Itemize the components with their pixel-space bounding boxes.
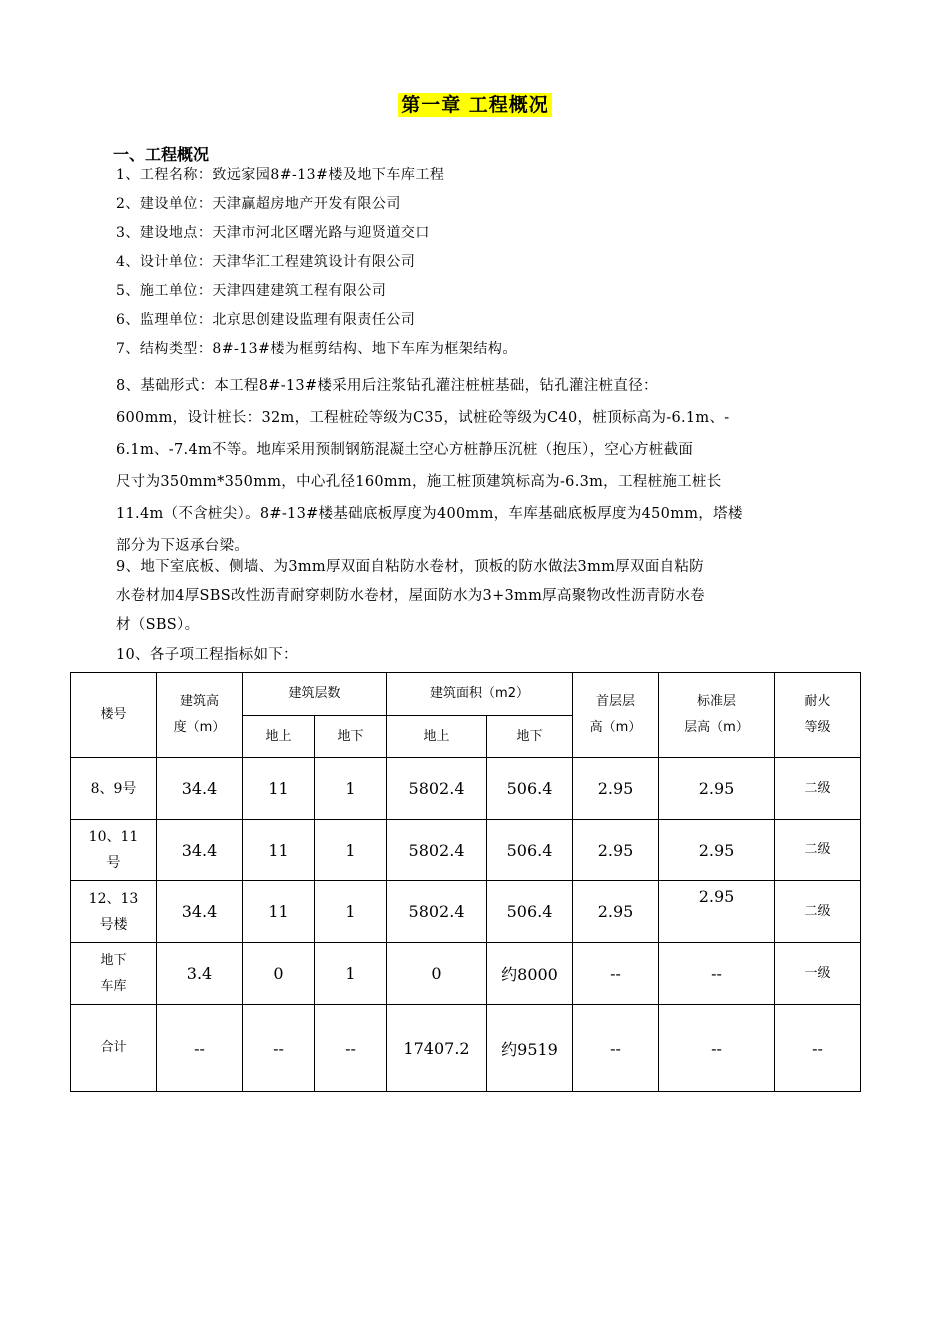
section-title: 一、工程概况 xyxy=(113,145,210,164)
header-area: 建筑面积（m2） xyxy=(387,673,573,716)
cell-area-above: 5802.4 xyxy=(387,758,487,820)
header-area-below: 地下 xyxy=(487,716,573,758)
para-line: 部分为下返承台梁。 xyxy=(116,538,250,554)
cell-floors-above: 11 xyxy=(243,758,315,820)
chapter-title xyxy=(0,90,950,117)
cell-fire-rating: 一级 xyxy=(775,943,861,1005)
item-project-name: 1、工程名称：致远家园8#-13#楼及地下车库工程 xyxy=(116,167,445,183)
cell-height: 34.4 xyxy=(157,820,243,881)
para-line: 材（SBS）。 xyxy=(116,617,200,633)
paragraph-foundation xyxy=(116,370,862,562)
cell-height: 34.4 xyxy=(157,758,243,820)
cell-standard-floor: 2.95 xyxy=(659,820,775,881)
indicator-table xyxy=(70,672,861,1092)
para-line: 尺寸为350mm*350mm，中心孔径160mm，施工桩顶建筑标高为-6.3m，工程桩施工桩长 xyxy=(116,474,722,490)
cell-area-below: 506.4 xyxy=(487,820,573,881)
cell-height: 34.4 xyxy=(157,881,243,943)
cell-standard-floor: 2.95 xyxy=(659,758,775,820)
cell-floors-below: 1 xyxy=(315,881,387,943)
cell-first-floor: -- xyxy=(573,943,659,1005)
cell-height: -- xyxy=(157,1005,243,1092)
cell-area-above: 0 xyxy=(387,943,487,1005)
para-line: 8、基础形式：本工程8#-13#楼采用后注浆钻孔灌注桩桩基础，钻孔灌注桩直径： xyxy=(116,378,658,394)
cell-standard-floor: 2.95 xyxy=(659,881,775,943)
cell-building: 12、13 号楼 xyxy=(71,881,157,943)
cell-floors-below: 1 xyxy=(315,758,387,820)
cell-area-above: 5802.4 xyxy=(387,820,487,881)
header-floors: 建筑层数 xyxy=(243,673,387,716)
table-header-row xyxy=(71,673,861,716)
cell-standard-floor: -- xyxy=(659,1005,775,1092)
header-floors-below: 地下 xyxy=(315,716,387,758)
cell-floors-above: 11 xyxy=(243,820,315,881)
cell-first-floor: 2.95 xyxy=(573,881,659,943)
header-first-floor: 首层层 高（m） xyxy=(573,673,659,758)
header-area-above: 地上 xyxy=(387,716,487,758)
item-location: 3、建设地点：天津市河北区曙光路与迎贤道交口 xyxy=(116,225,430,241)
cell-building: 10、11 号 xyxy=(71,820,157,881)
cell-floors-below: 1 xyxy=(315,820,387,881)
cell-area-below: 约8000 xyxy=(487,943,573,1005)
paragraph-indicators: 10、各子项工程指标如下： xyxy=(116,647,298,663)
cell-area-below: 506.4 xyxy=(487,758,573,820)
cell-building: 地下 车库 xyxy=(71,943,157,1005)
table-row xyxy=(71,881,861,943)
item-contractor: 5、施工单位：天津四建建筑工程有限公司 xyxy=(116,283,387,299)
table-row xyxy=(71,820,861,881)
cell-first-floor: -- xyxy=(573,1005,659,1092)
cell-floors-above: 0 xyxy=(243,943,315,1005)
header-floors-above: 地上 xyxy=(243,716,315,758)
header-fire-rating: 耐火 等级 xyxy=(775,673,861,758)
chapter-title-text: 第一章 工程概况 xyxy=(398,93,552,117)
cell-building: 8、9号 xyxy=(71,758,157,820)
para-line: 600mm，设计桩长：32m，工程桩砼等级为C35，试桩砼等级为C40，桩顶标高为-6.1m、- xyxy=(116,410,730,426)
cell-floors-above: 11 xyxy=(243,881,315,943)
item-structure: 7、结构类型：8#-13#楼为框剪结构、地下车库为框架结构。 xyxy=(116,341,517,357)
header-building: 楼号 xyxy=(71,673,157,758)
cell-area-above: 17407.2 xyxy=(387,1005,487,1092)
cell-floors-below: -- xyxy=(315,1005,387,1092)
cell-floors-above: -- xyxy=(243,1005,315,1092)
cell-fire-rating: 二级 xyxy=(775,758,861,820)
cell-area-below: 约9519 xyxy=(487,1005,573,1092)
para-line: 6.1m、-7.4m不等。地库采用预制钢筋混凝土空心方桩静压沉桩（抱压），空心方桩截面 xyxy=(116,442,694,458)
paragraph-waterproofing xyxy=(116,553,862,640)
item-owner: 2、建设单位：天津赢超房地产开发有限公司 xyxy=(116,196,401,212)
cell-area-below: 506.4 xyxy=(487,881,573,943)
table-row-total xyxy=(71,1005,861,1092)
cell-floors-below: 1 xyxy=(315,943,387,1005)
item-designer: 4、设计单位：天津华汇工程建筑设计有限公司 xyxy=(116,254,416,270)
table-row xyxy=(71,943,861,1005)
para-line: 9、地下室底板、侧墙、为3mm厚双面自粘防水卷材，顶板的防水做法3mm厚双面自粘防 xyxy=(116,559,704,575)
cell-fire-rating: -- xyxy=(775,1005,861,1092)
para-line: 水卷材加4厚SBS改性沥青耐穿刺防水卷材，屋面防水为3+3mm厚高聚物改性沥青防水卷 xyxy=(116,588,705,604)
cell-area-above: 5802.4 xyxy=(387,881,487,943)
cell-fire-rating: 二级 xyxy=(775,820,861,881)
item-supervisor: 6、监理单位：北京思创建设监理有限责任公司 xyxy=(116,312,416,328)
para-line: 11.4m（不含桩尖）。8#-13#楼基础底板厚度为400mm，车库基础底板厚度为450mm，塔楼 xyxy=(116,506,743,522)
header-standard-floor: 标准层 层高（m） xyxy=(659,673,775,758)
header-height: 建筑高 度（m） xyxy=(157,673,243,758)
cell-fire-rating: 二级 xyxy=(775,881,861,943)
cell-first-floor: 2.95 xyxy=(573,758,659,820)
cell-standard-floor: -- xyxy=(659,943,775,1005)
cell-height: 3.4 xyxy=(157,943,243,1005)
cell-first-floor: 2.95 xyxy=(573,820,659,881)
table-row xyxy=(71,758,861,820)
cell-building: 合计 xyxy=(71,1005,157,1092)
